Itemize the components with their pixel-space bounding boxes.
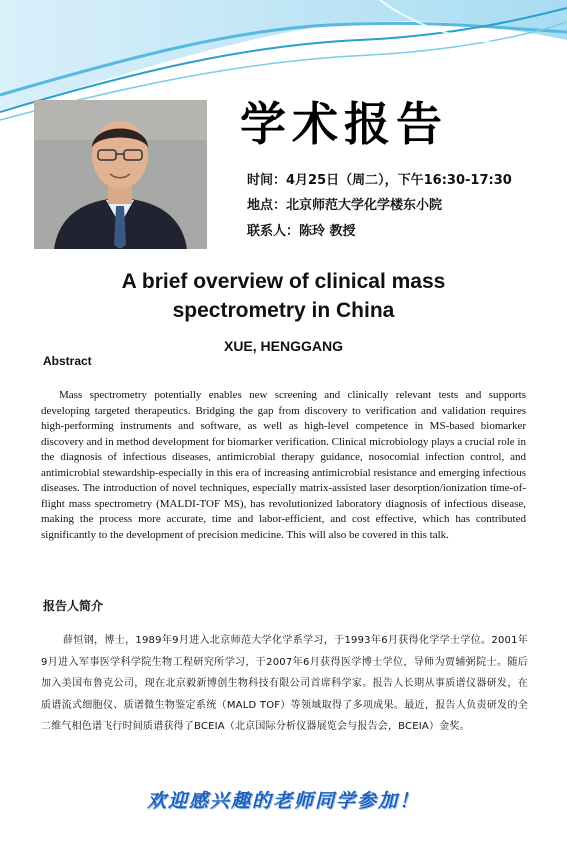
- talk-location: 地点：北京师范大学化学楼东小院: [247, 198, 443, 213]
- welcome-message: 欢迎感兴趣的老师同学参加！: [146, 790, 420, 812]
- abstract-body: Mass spectrometry potentially enables new screening and clinically relevant tests and supports developing targeted therapeutics. Bridging the gap from discovery to verification and validation requires high-performing instruments and software, as well as high-level competence in MS-based biomarker discovery and in method development for biomarker verification. Clinical microbiology plays a crucial role in the diagnosis of infectious diseases, antimicrobial therapy guidance, nosocomial infection control, and antimicrobial stewardship-especially in this era of increasing antimicrobial resistance and emerging infectious diseases. The introduction of novel techniques, especially matrix-assisted laser desorption/ionization time-of-flight mass spectrometry (MALDI-TOF MS), has revolutionized laboratory diagnosis of infectious disease, making the process more accurate, time and labor-efficient, and cost effective, which has contributed significantly to the development of precision medicine. This will also be covered in this talk.: [41, 389, 526, 541]
- talk-time: 时间：4月25日（周二），下午16:30-17:30: [247, 173, 512, 188]
- talk-title-line-2: spectrometry in China: [172, 299, 395, 322]
- poster-title: 学术报告: [240, 97, 448, 151]
- speaker-photo: [34, 100, 207, 249]
- bio-heading: 报告人简介: [43, 599, 104, 613]
- talk-contact: 联系人：陈玲 教授: [247, 224, 356, 239]
- talk-title: [0, 267, 567, 325]
- abstract-heading: Abstract: [43, 354, 92, 368]
- talk-title-line-1: A brief overview of clinical mass: [121, 270, 446, 293]
- bio-body: 薛恒钢，博士，1989年9月进入北京师范大学化学系学习，于1993年6月获得化学学士学位。2001年9月进入军事医学科学院生物工程研究所学习，于2007年6月获得医学博士学位，导师为贾辅弼院士。随后加入美国布鲁克公司，现在北京毅新博创生物科技有限公司首席科学家。报告人长期从事质谱仪器研发，在质谱流式细胞仪、质谱微生物鉴定系统（MALD TOF）等领域取得了多项成果。最近，报告人负责研发的全二维气相色谱飞行时间质谱获得了BCEIA（北京国际分析仪器展览会与报告会，BCEIA）金奖。: [41, 635, 528, 732]
- speaker-name: XUE, HENGGANG: [223, 338, 343, 354]
